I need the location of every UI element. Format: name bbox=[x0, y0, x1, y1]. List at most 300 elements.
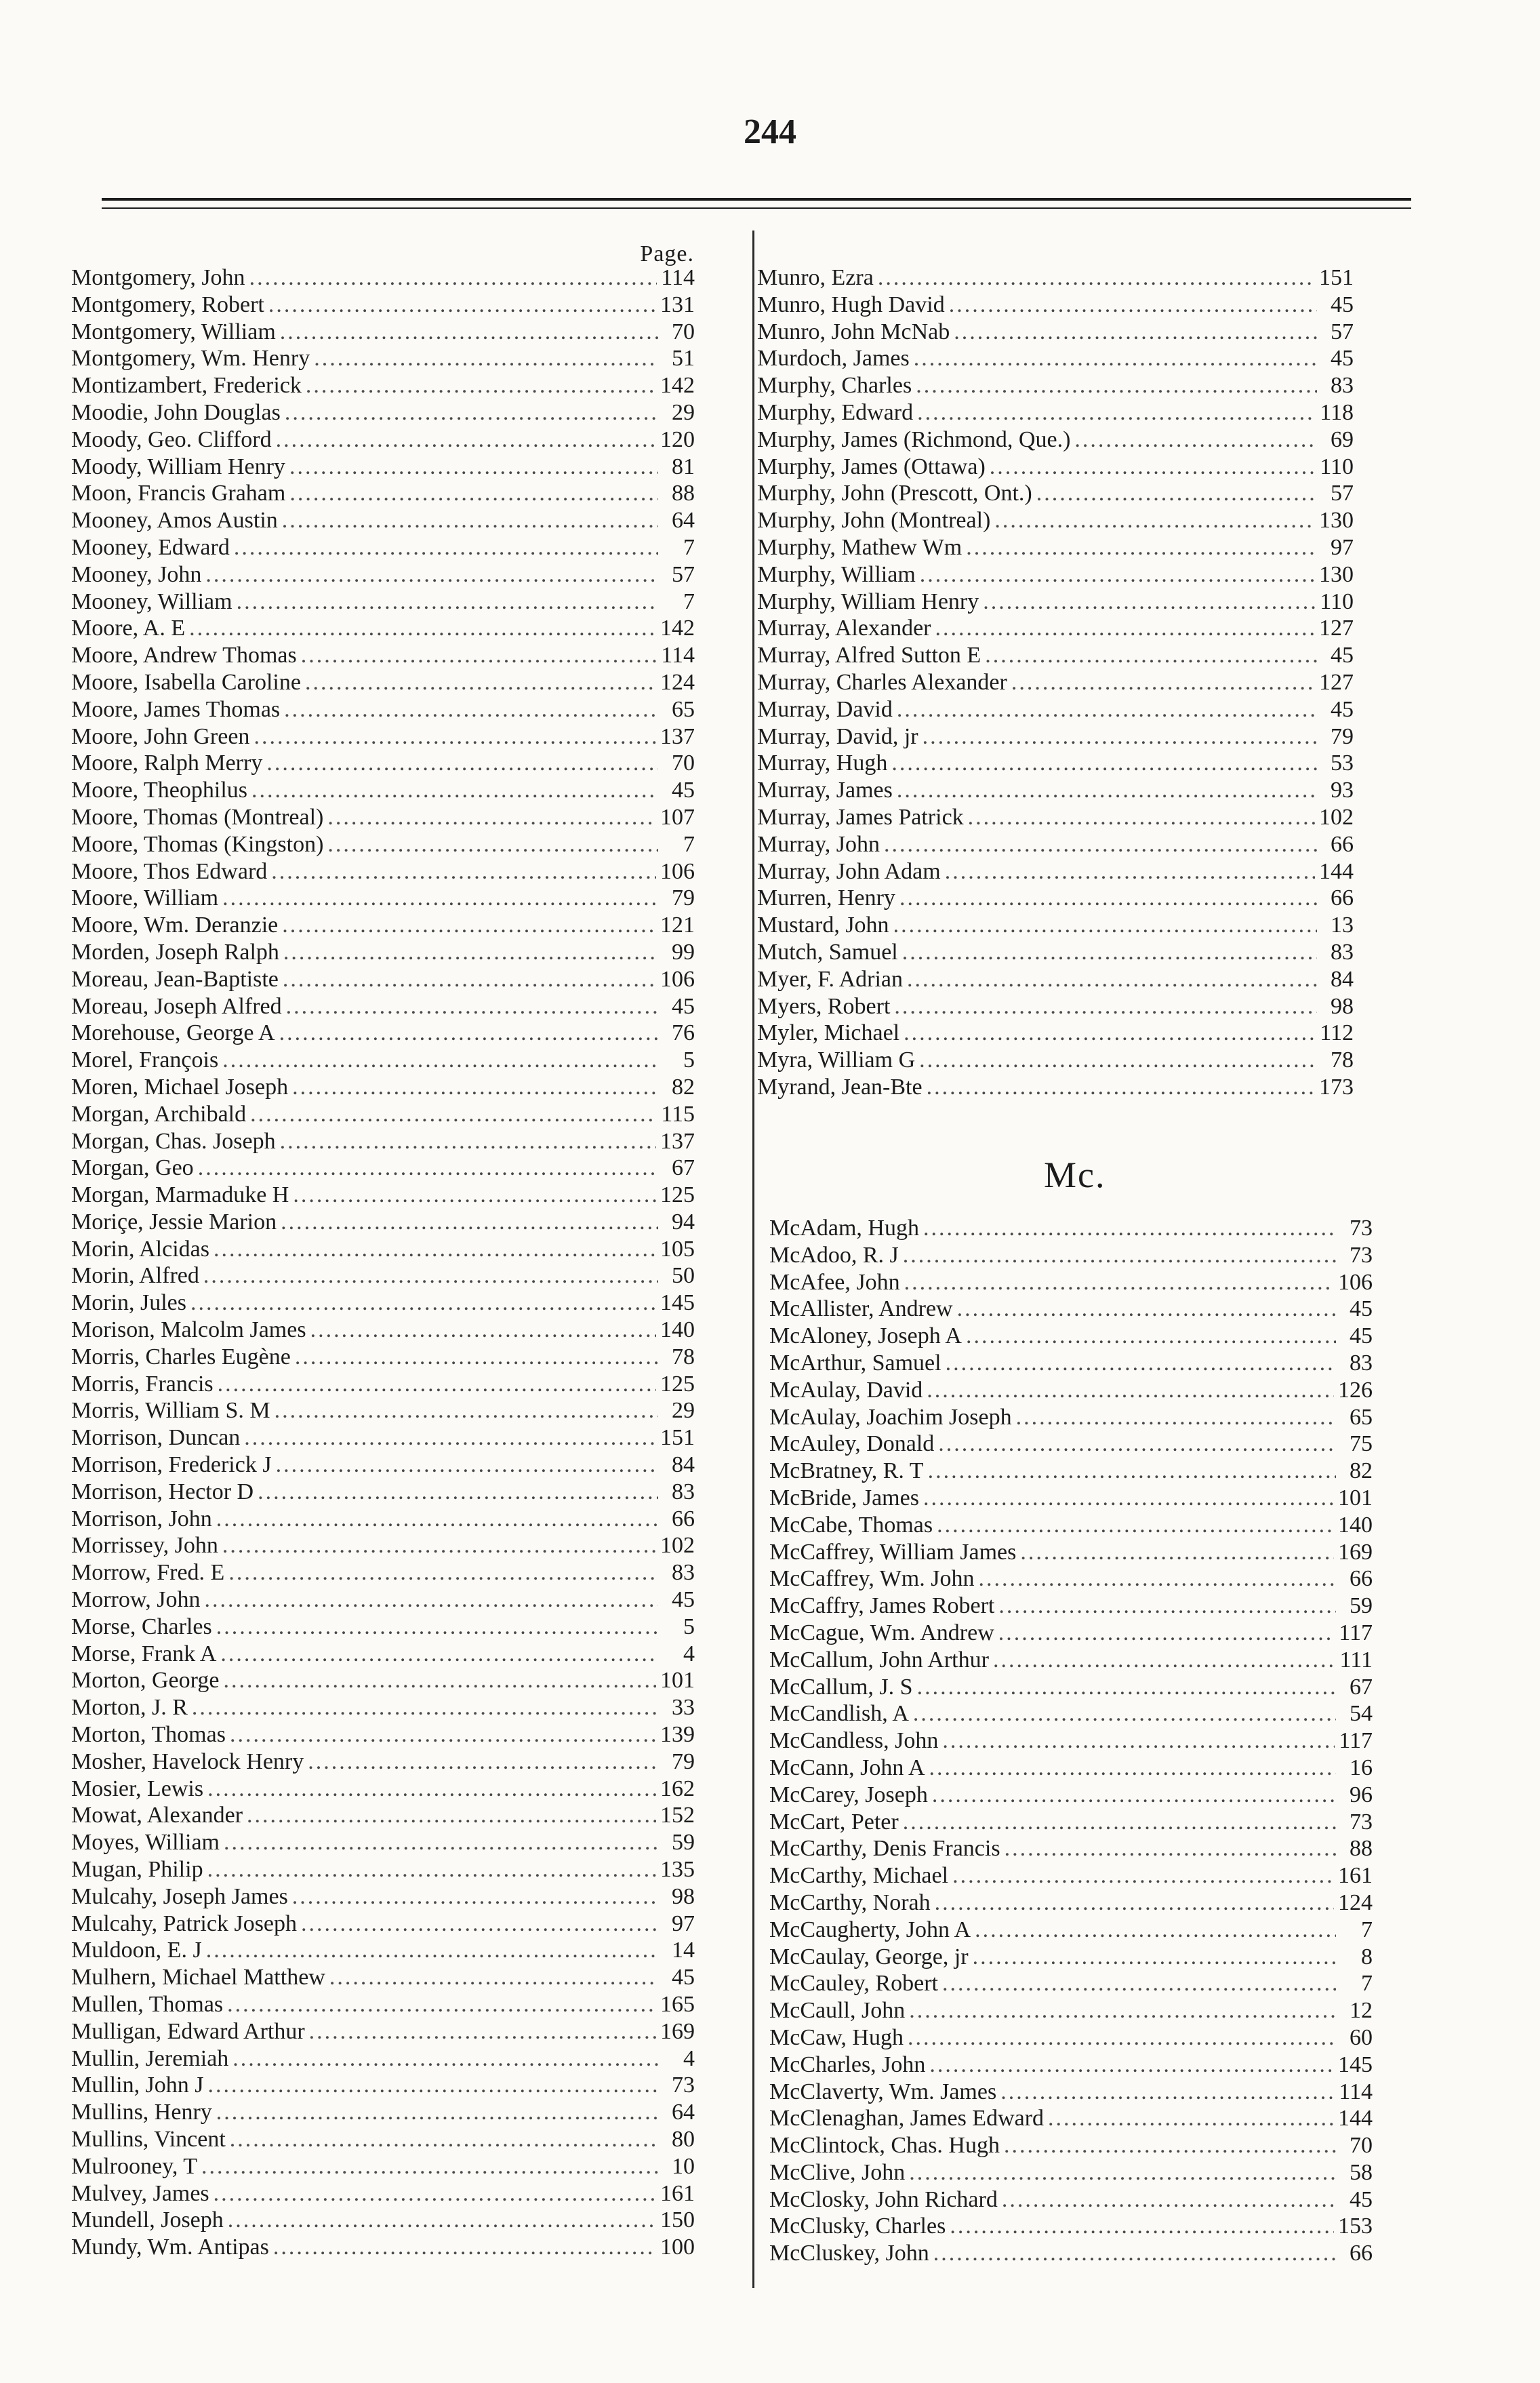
dot-leader bbox=[327, 831, 658, 858]
entry-page-number: 13 bbox=[1331, 913, 1354, 938]
entry-name: Morris, Charles Eugène bbox=[71, 1344, 291, 1369]
entry-page-number: 130 bbox=[1319, 561, 1354, 587]
entry-page-number: 97 bbox=[1331, 534, 1354, 560]
index-entry bbox=[71, 454, 695, 481]
index-entry bbox=[71, 804, 695, 831]
entry-name: Murray, Charles Alexander bbox=[757, 669, 1007, 695]
dot-leader bbox=[268, 292, 656, 319]
entry-name: Morrison, Frederick J bbox=[71, 1452, 272, 1478]
entry-name: McBratney, R. T bbox=[769, 1458, 924, 1484]
dot-leader bbox=[1000, 2079, 1335, 2106]
entry-page-number: 57 bbox=[1331, 481, 1354, 506]
dot-leader bbox=[206, 1937, 658, 1964]
entry-name: Mullin, John J bbox=[71, 2072, 204, 2098]
dot-leader bbox=[208, 2072, 658, 2099]
entry-page-number: 83 bbox=[1331, 373, 1354, 399]
entry-name: Mooney, Amos Austin bbox=[71, 508, 278, 534]
entry-page-number: 33 bbox=[672, 1695, 695, 1721]
entry-page-number: 152 bbox=[660, 1803, 695, 1828]
index-entry bbox=[71, 1721, 695, 1748]
entry-name: Morse, Frank A bbox=[71, 1641, 217, 1666]
index-entry bbox=[71, 993, 695, 1020]
dot-leader bbox=[923, 723, 1317, 750]
index-entry bbox=[769, 1835, 1373, 1862]
dot-leader bbox=[218, 1371, 656, 1398]
dot-leader bbox=[305, 669, 656, 696]
entry-name: McCaull, John bbox=[769, 1998, 906, 2024]
entry-page-number: 81 bbox=[672, 454, 695, 479]
entry-page-number: 118 bbox=[1320, 399, 1354, 425]
entry-name: Mooney, John bbox=[71, 561, 202, 587]
entry-name: McClaverty, Wm. James bbox=[769, 2079, 997, 2104]
index-entry bbox=[71, 1776, 695, 1803]
index-entry bbox=[769, 1700, 1373, 1727]
dot-leader bbox=[292, 1883, 658, 1910]
entry-page-number: 98 bbox=[672, 1883, 695, 1909]
entry-page-number: 59 bbox=[672, 1830, 695, 1856]
entry-page-number: 145 bbox=[1338, 2051, 1373, 2077]
entry-name: Muldoon, E. J bbox=[71, 1938, 202, 1963]
dot-leader bbox=[909, 2159, 1336, 2186]
entry-name: McAfee, John bbox=[769, 1269, 900, 1295]
entry-page-number: 98 bbox=[1331, 993, 1354, 1019]
entry-name: Mullins, Vincent bbox=[71, 2126, 226, 2152]
entry-page-number: 161 bbox=[660, 2180, 695, 2206]
entry-page-number: 73 bbox=[1350, 1809, 1373, 1835]
index-entry bbox=[757, 426, 1354, 454]
index-entry bbox=[71, 1371, 695, 1398]
entry-name: Moody, William Henry bbox=[71, 454, 285, 479]
entry-page-number: 111 bbox=[1339, 1647, 1373, 1673]
entry-name: Morse, Charles bbox=[71, 1614, 212, 1639]
entry-name: Morrison, Hector D bbox=[71, 1479, 254, 1504]
entry-page-number: 121 bbox=[660, 913, 695, 938]
entry-name: Moore, Thomas (Montreal) bbox=[71, 804, 324, 830]
index-entry bbox=[71, 1182, 695, 1209]
index-entry bbox=[769, 1809, 1373, 1836]
entry-name: Myler, Michael bbox=[757, 1020, 900, 1046]
dot-leader bbox=[914, 345, 1317, 372]
entry-name: Morton, Thomas bbox=[71, 1722, 226, 1748]
entry-name: Murray, James bbox=[757, 778, 893, 803]
index-entry bbox=[71, 1667, 695, 1694]
dot-leader bbox=[293, 1182, 656, 1209]
dot-leader bbox=[309, 2018, 656, 2045]
dot-leader bbox=[283, 939, 658, 966]
entry-page-number: 45 bbox=[1331, 346, 1354, 372]
dot-leader bbox=[205, 561, 658, 588]
dot-leader bbox=[285, 399, 658, 426]
dot-leader bbox=[286, 993, 658, 1020]
entry-name: McBride, James bbox=[769, 1485, 919, 1510]
entry-page-number: 140 bbox=[1338, 1512, 1373, 1538]
entry-page-number: 135 bbox=[660, 1857, 695, 1883]
entry-page-number: 125 bbox=[660, 1371, 695, 1397]
index-entry bbox=[769, 1727, 1373, 1755]
entry-page-number: 12 bbox=[1350, 1998, 1373, 2024]
entry-name: Munro, Hugh David bbox=[757, 292, 945, 317]
entry-name: McCaffry, James Robert bbox=[769, 1593, 995, 1619]
entry-page-number: 79 bbox=[672, 885, 695, 911]
index-entry bbox=[757, 885, 1354, 912]
entry-name: Murray, Hugh bbox=[757, 750, 888, 776]
dot-leader bbox=[937, 1512, 1334, 1539]
dot-leader bbox=[280, 319, 658, 346]
index-entry bbox=[71, 1209, 695, 1236]
header-rule-thick bbox=[102, 198, 1411, 201]
entry-page-number: 70 bbox=[672, 750, 695, 776]
entry-name: McClive, John bbox=[769, 2159, 906, 2185]
entry-name: McCaffrey, Wm. John bbox=[769, 1566, 975, 1592]
dot-leader bbox=[207, 1776, 656, 1803]
entry-name: Myrand, Jean-Bte bbox=[757, 1074, 923, 1100]
entry-page-number: 45 bbox=[1350, 1323, 1373, 1349]
entry-page-number: 124 bbox=[1338, 1889, 1373, 1915]
index-entry bbox=[71, 777, 695, 804]
entry-page-number: 67 bbox=[672, 1155, 695, 1181]
entry-page-number: 127 bbox=[1319, 669, 1354, 695]
entry-name: Murray, John Adam bbox=[757, 858, 941, 884]
index-entry bbox=[71, 669, 695, 696]
entry-name: Morehouse, George A bbox=[71, 1020, 275, 1046]
index-entry bbox=[769, 1862, 1373, 1889]
entry-page-number: 125 bbox=[660, 1182, 695, 1208]
dot-leader bbox=[998, 1620, 1335, 1647]
entry-page-number: 79 bbox=[672, 1748, 695, 1774]
dot-leader bbox=[214, 2180, 656, 2207]
dot-leader bbox=[271, 858, 656, 885]
index-entry bbox=[71, 1910, 695, 1938]
entry-name: Mosher, Havelock Henry bbox=[71, 1748, 304, 1774]
entry-name: Mutch, Samuel bbox=[757, 939, 898, 965]
index-entry bbox=[757, 750, 1354, 777]
entry-page-number: 88 bbox=[1350, 1836, 1373, 1862]
index-entry bbox=[71, 615, 695, 642]
index-entry bbox=[71, 831, 695, 858]
dot-leader bbox=[282, 507, 658, 534]
dot-leader bbox=[923, 1215, 1336, 1242]
index-entry bbox=[769, 1350, 1373, 1377]
entry-name: Mustard, John bbox=[757, 913, 889, 938]
dot-leader bbox=[281, 1209, 658, 1236]
dot-leader bbox=[983, 588, 1316, 616]
entry-page-number: 73 bbox=[1350, 1216, 1373, 1241]
index-entry bbox=[769, 2240, 1373, 2267]
entry-page-number: 100 bbox=[660, 2235, 695, 2260]
entry-name: Mooney, Edward bbox=[71, 534, 230, 560]
index-entry bbox=[769, 2213, 1373, 2240]
index-entry bbox=[769, 1323, 1373, 1350]
dot-leader bbox=[220, 1641, 658, 1668]
index-entry bbox=[71, 588, 695, 616]
entry-page-number: 102 bbox=[1319, 804, 1354, 830]
dot-leader bbox=[222, 885, 658, 912]
entry-page-number: 7 bbox=[683, 534, 695, 560]
entry-name: McAuley, Donald bbox=[769, 1431, 935, 1457]
entry-name: Montgomery, John bbox=[71, 265, 245, 290]
index-entry bbox=[769, 1674, 1373, 1701]
dot-leader bbox=[893, 912, 1317, 939]
entry-name: McCabe, Thomas bbox=[769, 1512, 933, 1538]
entry-name: Moyes, William bbox=[71, 1830, 220, 1856]
dot-leader bbox=[1016, 1404, 1336, 1431]
dot-leader bbox=[957, 1296, 1336, 1323]
index-entry bbox=[71, 723, 695, 750]
entry-name: Morrow, Fred. E bbox=[71, 1560, 225, 1586]
entry-page-number: 153 bbox=[1338, 2214, 1373, 2239]
entry-page-number: 84 bbox=[672, 1452, 695, 1478]
entry-name: Moore, William bbox=[71, 885, 219, 911]
index-entry bbox=[757, 507, 1354, 534]
entry-page-number: 73 bbox=[672, 2072, 695, 2098]
index-entry bbox=[71, 2207, 695, 2234]
dot-leader bbox=[942, 1727, 1335, 1755]
index-entry bbox=[769, 1944, 1373, 1971]
dot-leader bbox=[308, 1748, 658, 1776]
entry-name: Morgan, Marmaduke H bbox=[71, 1182, 289, 1208]
index-entry bbox=[769, 1512, 1373, 1539]
entry-page-number: 69 bbox=[1331, 426, 1354, 452]
entry-name: Moreau, Joseph Alfred bbox=[71, 993, 282, 1019]
entry-page-number: 130 bbox=[1319, 508, 1354, 534]
index-entry bbox=[757, 1020, 1354, 1047]
dot-leader bbox=[216, 2099, 658, 2126]
index-entry bbox=[71, 1101, 695, 1128]
entry-name: Mundy, Wm. Antipas bbox=[71, 2235, 269, 2260]
entry-page-number: 45 bbox=[1350, 1296, 1373, 1322]
dot-leader bbox=[932, 1782, 1336, 1809]
entry-page-number: 114 bbox=[661, 643, 695, 668]
entry-name: Myra, William G bbox=[757, 1047, 916, 1073]
index-entry bbox=[71, 1262, 695, 1289]
entry-page-number: 53 bbox=[1331, 750, 1354, 776]
entry-page-number: 45 bbox=[1331, 292, 1354, 317]
dot-leader bbox=[1011, 669, 1315, 696]
entry-name: McCarthy, Michael bbox=[769, 1863, 949, 1889]
dot-leader bbox=[917, 399, 1316, 426]
index-entry bbox=[769, 1242, 1373, 1269]
dot-leader bbox=[904, 1269, 1334, 1296]
index-entry bbox=[757, 292, 1354, 319]
entry-name: Morgan, Geo bbox=[71, 1155, 194, 1181]
index-entry bbox=[71, 399, 695, 426]
dot-leader bbox=[897, 777, 1317, 804]
entry-name: Moore, John Green bbox=[71, 723, 250, 749]
entry-name: Murphy, John (Prescott, Ont.) bbox=[757, 481, 1032, 506]
entry-name: Morton, J. R bbox=[71, 1695, 188, 1721]
entry-name: McClenaghan, James Edward bbox=[769, 2106, 1045, 2131]
dot-leader bbox=[1004, 2132, 1336, 2159]
entry-page-number: 165 bbox=[660, 1992, 695, 2017]
header-rule-thin bbox=[102, 207, 1411, 209]
entry-page-number: 5 bbox=[683, 1614, 695, 1639]
entry-name: McCague, Wm. Andrew bbox=[769, 1620, 994, 1645]
index-entry bbox=[71, 345, 695, 372]
dot-leader bbox=[1036, 480, 1317, 507]
entry-page-number: 75 bbox=[1350, 1431, 1373, 1457]
dot-leader bbox=[950, 2213, 1334, 2240]
entry-name: Murray, John bbox=[757, 831, 880, 857]
entry-page-number: 45 bbox=[1331, 696, 1354, 722]
index-entry bbox=[757, 912, 1354, 939]
entry-name: Mulligan, Edward Arthur bbox=[71, 2018, 305, 2044]
entry-name: McCart, Peter bbox=[769, 1809, 899, 1835]
entry-name: McCaffrey, William James bbox=[769, 1539, 1017, 1565]
dot-leader bbox=[919, 1047, 1317, 1074]
right-index-column bbox=[757, 264, 1354, 1101]
entry-page-number: 105 bbox=[660, 1236, 695, 1262]
index-entry bbox=[71, 885, 695, 912]
entry-name: Moon, Francis Graham bbox=[71, 481, 286, 506]
dot-leader bbox=[891, 750, 1317, 777]
dot-leader bbox=[301, 1910, 658, 1938]
index-entry bbox=[71, 319, 695, 346]
dot-leader bbox=[249, 264, 657, 292]
dot-leader bbox=[282, 912, 656, 939]
index-entry bbox=[71, 912, 695, 939]
entry-name: Morin, Alfred bbox=[71, 1263, 199, 1289]
dot-leader bbox=[909, 1997, 1336, 2024]
entry-page-number: 173 bbox=[1319, 1074, 1354, 1100]
index-entry bbox=[71, 696, 695, 723]
dot-leader bbox=[938, 1430, 1336, 1458]
index-entry bbox=[769, 1377, 1373, 1404]
index-entry bbox=[757, 534, 1354, 561]
entry-page-number: 140 bbox=[660, 1317, 695, 1343]
index-entry bbox=[757, 1047, 1354, 1074]
dot-leader bbox=[283, 966, 656, 993]
entry-name: McCarthy, Norah bbox=[769, 1889, 931, 1915]
index-entry bbox=[769, 1997, 1373, 2024]
entry-page-number: 151 bbox=[1319, 265, 1354, 290]
entry-page-number: 45 bbox=[672, 1965, 695, 1990]
entry-name: Murphy, Charles bbox=[757, 373, 912, 399]
entry-page-number: 83 bbox=[672, 1560, 695, 1586]
entry-page-number: 70 bbox=[1350, 2133, 1373, 2159]
entry-page-number: 94 bbox=[672, 1209, 695, 1235]
index-entry bbox=[71, 1451, 695, 1479]
entry-page-number: 70 bbox=[672, 319, 695, 344]
dot-leader bbox=[1002, 2186, 1336, 2214]
entry-page-number: 80 bbox=[672, 2126, 695, 2152]
entry-name: McCaugherty, John A bbox=[769, 1917, 971, 1942]
entry-page-number: 4 bbox=[683, 2045, 695, 2071]
entry-name: Murren, Henry bbox=[757, 885, 895, 911]
dot-leader bbox=[276, 1451, 658, 1479]
entry-page-number: 45 bbox=[672, 778, 695, 803]
index-entry bbox=[757, 723, 1354, 750]
dot-leader bbox=[985, 642, 1317, 669]
index-entry bbox=[757, 777, 1354, 804]
dot-leader bbox=[234, 534, 658, 561]
entry-page-number: 131 bbox=[660, 292, 695, 317]
entry-page-number: 45 bbox=[1331, 643, 1354, 668]
entry-page-number: 82 bbox=[1350, 1458, 1373, 1484]
dot-leader bbox=[222, 1047, 658, 1074]
index-entry bbox=[71, 966, 695, 993]
index-entry bbox=[769, 1889, 1373, 1917]
page-number: 244 bbox=[744, 113, 796, 151]
dot-leader bbox=[203, 1262, 658, 1289]
index-entry bbox=[71, 1074, 695, 1101]
index-entry bbox=[71, 642, 695, 669]
entry-name: McCharles, John bbox=[769, 2051, 926, 2077]
entry-name: Morin, Jules bbox=[71, 1290, 186, 1316]
entry-page-number: 73 bbox=[1350, 1242, 1373, 1268]
entry-page-number: 142 bbox=[660, 373, 695, 399]
entry-page-number: 14 bbox=[672, 1938, 695, 1963]
entry-page-number: 78 bbox=[672, 1344, 695, 1369]
entry-name: Montgomery, William bbox=[71, 319, 276, 344]
index-entry bbox=[71, 2180, 695, 2207]
dot-leader bbox=[927, 1074, 1315, 1101]
index-entry bbox=[769, 1430, 1373, 1458]
index-entry bbox=[769, 1647, 1373, 1674]
index-entry bbox=[757, 372, 1354, 399]
entry-page-number: 45 bbox=[1350, 2186, 1373, 2212]
entry-page-number: 76 bbox=[672, 1020, 695, 1046]
entry-page-number: 79 bbox=[1331, 723, 1354, 749]
entry-name: Mullin, Jeremiah bbox=[71, 2045, 229, 2071]
entry-name: McAdoo, R. J bbox=[769, 1242, 899, 1268]
mc-section-heading: Mc. bbox=[1044, 1155, 1106, 1195]
dot-leader bbox=[975, 1917, 1336, 1944]
dot-leader bbox=[913, 1700, 1336, 1727]
dot-leader bbox=[327, 804, 656, 831]
entry-name: Moreau, Jean-Baptiste bbox=[71, 966, 279, 992]
entry-page-number: 162 bbox=[660, 1776, 695, 1801]
dot-leader bbox=[224, 1829, 658, 1856]
entry-name: Myer, F. Adrian bbox=[757, 966, 904, 992]
entry-page-number: 65 bbox=[672, 696, 695, 722]
index-entry bbox=[769, 1917, 1373, 1944]
dot-leader bbox=[250, 1101, 657, 1128]
index-entry bbox=[769, 1970, 1373, 1997]
dot-leader bbox=[244, 1424, 656, 1451]
dot-leader bbox=[204, 1586, 658, 1614]
entry-page-number: 65 bbox=[1350, 1404, 1373, 1430]
entry-name: Montgomery, Robert bbox=[71, 292, 264, 317]
entry-name: Murphy, James (Ottawa) bbox=[757, 454, 986, 479]
dot-leader bbox=[232, 2045, 658, 2072]
entry-name: Moore, Ralph Merry bbox=[71, 750, 263, 776]
index-entry bbox=[769, 1755, 1373, 1782]
entry-name: Murdoch, James bbox=[757, 346, 910, 372]
index-entry bbox=[71, 480, 695, 507]
dot-leader bbox=[329, 1964, 658, 1991]
entry-page-number: 137 bbox=[660, 1128, 695, 1154]
index-entry bbox=[757, 561, 1354, 588]
entry-name: Morrow, John bbox=[71, 1587, 201, 1613]
entry-name: McCluskey, John bbox=[769, 2241, 929, 2266]
dot-leader bbox=[230, 2126, 658, 2153]
index-entry bbox=[71, 507, 695, 534]
entry-name: Mulhern, Michael Matthew bbox=[71, 1965, 325, 1990]
entry-page-number: 7 bbox=[1361, 1917, 1373, 1942]
index-entry bbox=[71, 2072, 695, 2099]
entry-page-number: 57 bbox=[672, 561, 695, 587]
index-entry bbox=[757, 480, 1354, 507]
index-entry bbox=[769, 1269, 1373, 1296]
entry-page-number: 16 bbox=[1350, 1755, 1373, 1780]
index-entry bbox=[71, 1856, 695, 1883]
entry-name: Morton, George bbox=[71, 1668, 220, 1694]
entry-page-number: 29 bbox=[672, 399, 695, 425]
dot-leader bbox=[973, 1944, 1336, 1971]
index-entry bbox=[757, 966, 1354, 993]
entry-page-number: 4 bbox=[683, 1641, 695, 1666]
entry-page-number: 114 bbox=[661, 265, 695, 290]
